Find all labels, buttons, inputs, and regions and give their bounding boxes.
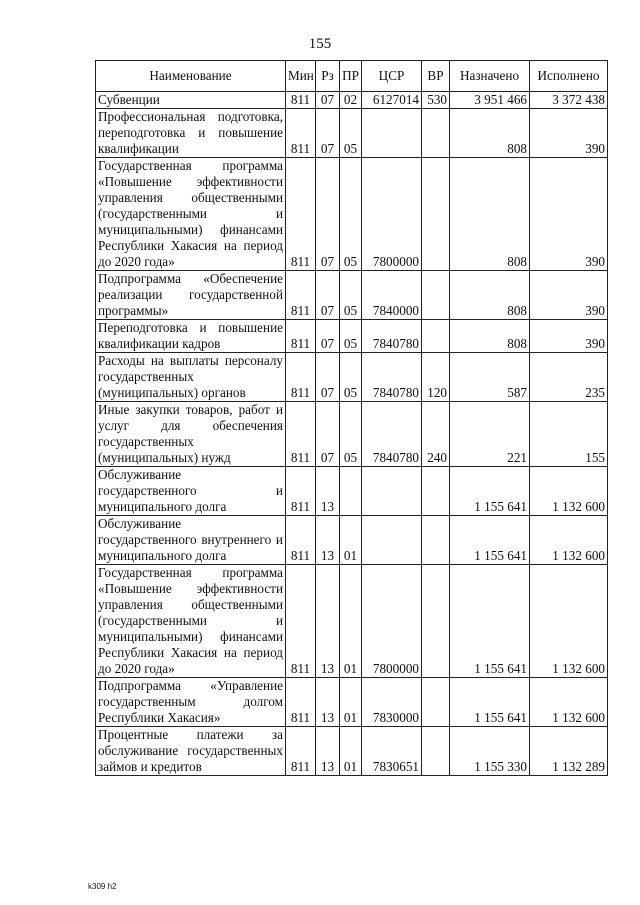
table-row	[96, 727, 608, 776]
header-min: Мин	[286, 61, 316, 92]
executed-amount-cell: 1 132 600	[530, 678, 608, 727]
header-csr: ЦСР	[362, 61, 422, 92]
name-cell: Переподготовка и повышение квалификации кадров	[96, 320, 286, 353]
target-article-cell: 7800000	[362, 158, 422, 271]
name-cell: Государственная программа «Повышение эффективности управления общественными (государственными и муниципальными) финансами Республики Хакасия на период до 2020 года»	[96, 158, 286, 271]
section-code-cell: 13	[316, 467, 340, 516]
header-assigned: Назначено	[450, 61, 530, 92]
assigned-amount-cell: 808	[450, 271, 530, 320]
expense-type-cell	[422, 516, 450, 565]
table-row	[96, 158, 608, 271]
section-code-cell: 07	[316, 109, 340, 158]
name-cell: Обслуживание государственного и муниципального долга	[96, 467, 286, 516]
table-row	[96, 467, 608, 516]
ministry-code-cell: 811	[286, 727, 316, 776]
table-row	[96, 565, 608, 678]
executed-amount-cell: 390	[530, 158, 608, 271]
target-article-cell: 7840780	[362, 353, 422, 402]
target-article-cell: 6127014	[362, 92, 422, 109]
subsection-code-cell: 01	[340, 678, 362, 727]
executed-amount-cell: 1 132 600	[530, 467, 608, 516]
target-article-cell: 7840780	[362, 320, 422, 353]
executed-amount-cell: 1 132 600	[530, 516, 608, 565]
table-row	[96, 516, 608, 565]
executed-amount-cell: 155	[530, 402, 608, 467]
expense-type-cell: 240	[422, 402, 450, 467]
section-code-cell: 07	[316, 402, 340, 467]
target-article-cell	[362, 109, 422, 158]
target-article-cell: 7830000	[362, 678, 422, 727]
assigned-amount-cell: 808	[450, 320, 530, 353]
ministry-code-cell: 811	[286, 402, 316, 467]
target-article-cell: 7840000	[362, 271, 422, 320]
ministry-code-cell: 811	[286, 565, 316, 678]
executed-amount-cell: 1 132 600	[530, 565, 608, 678]
assigned-amount-cell: 1 155 330	[450, 727, 530, 776]
subsection-code-cell: 01	[340, 727, 362, 776]
header-pr: ПР	[340, 61, 362, 92]
expense-type-cell	[422, 727, 450, 776]
subsection-code-cell	[340, 467, 362, 516]
ministry-code-cell: 811	[286, 516, 316, 565]
executed-amount-cell: 235	[530, 353, 608, 402]
executed-amount-cell: 390	[530, 320, 608, 353]
expense-type-cell	[422, 678, 450, 727]
target-article-cell	[362, 516, 422, 565]
expense-type-cell: 120	[422, 353, 450, 402]
budget-table	[95, 60, 608, 776]
subsection-code-cell: 01	[340, 516, 362, 565]
expense-type-cell	[422, 467, 450, 516]
table-row	[96, 353, 608, 402]
page-number: 155	[308, 36, 332, 52]
name-cell: Подпрограмма «Управление государственным долгом Республики Хакасия»	[96, 678, 286, 727]
name-cell: Расходы на выплаты персоналу государственных (муниципальных) органов	[96, 353, 286, 402]
expense-type-cell	[422, 158, 450, 271]
document-code: k309 h2	[88, 882, 117, 891]
expense-type-cell: 530	[422, 92, 450, 109]
executed-amount-cell: 390	[530, 271, 608, 320]
section-code-cell: 13	[316, 565, 340, 678]
section-code-cell: 07	[316, 320, 340, 353]
name-cell: Подпрограмма «Обеспечение реализации государственной программы»	[96, 271, 286, 320]
subsection-code-cell: 01	[340, 565, 362, 678]
subsection-code-cell: 05	[340, 271, 362, 320]
assigned-amount-cell: 808	[450, 158, 530, 271]
subsection-code-cell: 05	[340, 402, 362, 467]
name-cell: Процентные платежи за обслуживание государственных займов и кредитов	[96, 727, 286, 776]
ministry-code-cell: 811	[286, 320, 316, 353]
header-rz: Рз	[316, 61, 340, 92]
ministry-code-cell: 811	[286, 467, 316, 516]
table-header-row	[96, 61, 608, 92]
header-name: Наименование	[96, 61, 286, 92]
assigned-amount-cell: 1 155 641	[450, 678, 530, 727]
expense-type-cell	[422, 320, 450, 353]
ministry-code-cell: 811	[286, 92, 316, 109]
executed-amount-cell: 3 372 438	[530, 92, 608, 109]
section-code-cell: 07	[316, 92, 340, 109]
table-body	[96, 92, 608, 776]
section-code-cell: 07	[316, 353, 340, 402]
ministry-code-cell: 811	[286, 271, 316, 320]
name-cell: Обслуживание государственного внутреннего и муниципального долга	[96, 516, 286, 565]
header-vr: ВР	[422, 61, 450, 92]
target-article-cell: 7800000	[362, 565, 422, 678]
target-article-cell: 7840780	[362, 402, 422, 467]
assigned-amount-cell: 1 155 641	[450, 467, 530, 516]
subsection-code-cell: 05	[340, 109, 362, 158]
target-article-cell: 7830651	[362, 727, 422, 776]
subsection-code-cell: 05	[340, 158, 362, 271]
expense-type-cell	[422, 271, 450, 320]
subsection-code-cell: 05	[340, 320, 362, 353]
table-row	[96, 678, 608, 727]
executed-amount-cell: 1 132 289	[530, 727, 608, 776]
section-code-cell: 13	[316, 516, 340, 565]
assigned-amount-cell: 808	[450, 109, 530, 158]
header-executed: Исполнено	[530, 61, 608, 92]
ministry-code-cell: 811	[286, 678, 316, 727]
subsection-code-cell: 02	[340, 92, 362, 109]
table-row	[96, 402, 608, 467]
table-row	[96, 109, 608, 158]
assigned-amount-cell: 1 155 641	[450, 516, 530, 565]
table-row	[96, 320, 608, 353]
assigned-amount-cell: 587	[450, 353, 530, 402]
name-cell: Профессиональная подготовка, переподготовка и повышение квалификации	[96, 109, 286, 158]
section-code-cell: 07	[316, 271, 340, 320]
section-code-cell: 13	[316, 727, 340, 776]
ministry-code-cell: 811	[286, 158, 316, 271]
name-cell: Иные закупки товаров, работ и услуг для обеспечения государственных (муниципальных) нужд	[96, 402, 286, 467]
table-row	[96, 92, 608, 109]
expense-type-cell	[422, 565, 450, 678]
expense-type-cell	[422, 109, 450, 158]
name-cell: Государственная программа «Повышение эффективности управления общественными (государственными и муниципальными) финансами Республики Хакасия на период до 2020 года»	[96, 565, 286, 678]
assigned-amount-cell: 3 951 466	[450, 92, 530, 109]
section-code-cell: 07	[316, 158, 340, 271]
table-row	[96, 271, 608, 320]
section-code-cell: 13	[316, 678, 340, 727]
assigned-amount-cell: 221	[450, 402, 530, 467]
target-article-cell	[362, 467, 422, 516]
assigned-amount-cell: 1 155 641	[450, 565, 530, 678]
ministry-code-cell: 811	[286, 109, 316, 158]
subsection-code-cell: 05	[340, 353, 362, 402]
name-cell: Субвенции	[96, 92, 286, 109]
executed-amount-cell: 390	[530, 109, 608, 158]
ministry-code-cell: 811	[286, 353, 316, 402]
